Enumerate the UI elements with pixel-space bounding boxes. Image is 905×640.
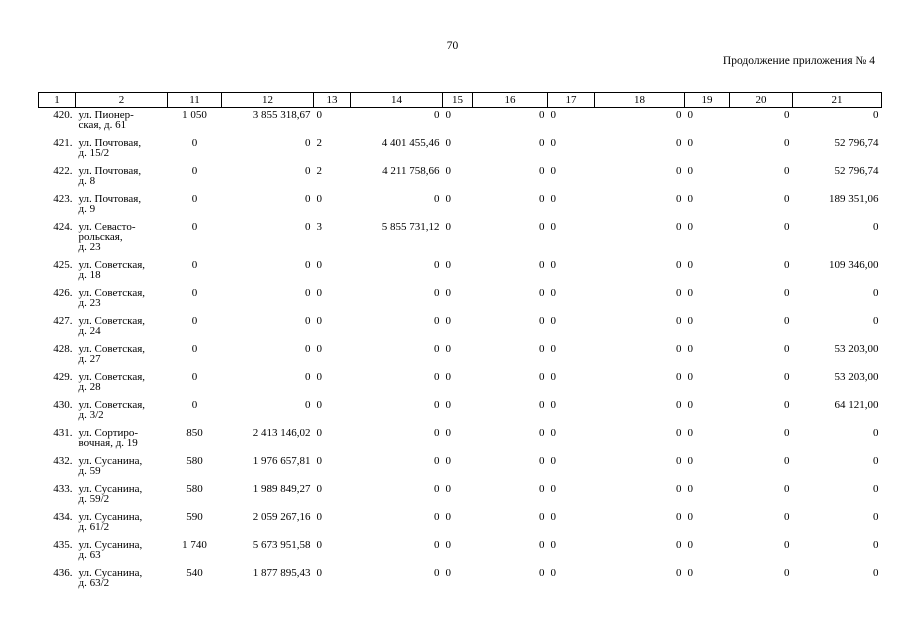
value-cell-19: 0 [687,109,693,121]
value-cell-20: 0 [784,482,790,495]
value-cell-18: 0 [676,314,682,327]
column-header: 15 [443,93,473,108]
value-cell-19: 0 [687,342,693,355]
value-cell-21: 0 [873,538,879,551]
value-cell-21: 53 203,00 [834,342,879,355]
value-cell-13: 0 [316,538,322,551]
value-cell-17: 0 [550,286,556,299]
value-cell-16: 0 [539,192,545,205]
value-cell-15: 0 [445,482,451,495]
value-cell-18: 0 [676,192,682,205]
table-row [39,192,882,220]
value-cell-20: 0 [784,454,790,467]
value-cell-13: 2 [316,136,322,149]
value-cell-19: 0 [687,538,693,551]
value-cell-17: 0 [550,454,556,467]
table-row [39,426,882,454]
row-number: 427. [53,314,73,327]
value-cell-13: 0 [316,426,322,439]
row-number: 435. [53,538,73,551]
value-cell-19: 0 [687,220,693,233]
table-row [39,258,882,286]
value-cell-11: 1 740 [182,538,207,551]
table-row [39,314,882,342]
value-cell-11: 0 [191,192,198,205]
value-cell-15: 0 [445,510,451,523]
column-header: 12 [222,93,314,108]
value-cell-21: 53 203,00 [834,370,879,383]
value-cell-11: 0 [191,342,198,355]
value-cell-11: 0 [191,398,198,411]
value-cell-14: 4 401 455,46 [381,136,440,149]
value-cell-18: 0 [676,164,682,177]
value-cell-13: 0 [316,286,322,299]
value-cell-17: 0 [550,136,556,149]
address-cell: ул. Советская, д. 3/2 [78,398,146,421]
column-header: 19 [685,93,730,108]
address-cell: ул. Почтовая, д. 8 [78,164,142,187]
value-cell-12: 0 [305,398,311,411]
value-cell-17: 0 [550,342,556,355]
column-header: 20 [730,93,793,108]
value-cell-21: 109 346,00 [829,258,879,271]
value-cell-11: 1 050 [182,109,207,121]
row-number: 432. [53,454,73,467]
address-cell: ул. Почтовая, д. 15/2 [78,136,142,159]
column-header: 16 [473,93,548,108]
value-cell-16: 0 [539,220,545,233]
value-cell-19: 0 [687,192,693,205]
value-cell-16: 0 [539,286,545,299]
value-cell-16: 0 [539,136,545,149]
column-header: 1 [39,93,76,108]
value-cell-20: 0 [784,538,790,551]
value-cell-15: 0 [445,370,451,383]
value-cell-14: 0 [434,426,440,439]
value-cell-19: 0 [687,314,693,327]
value-cell-15: 0 [445,164,451,177]
value-cell-12: 0 [305,136,311,149]
value-cell-20: 0 [784,258,790,271]
value-cell-17: 0 [550,482,556,495]
value-cell-17: 0 [550,109,556,121]
column-header: 2 [76,93,168,108]
appendix-continuation-label: Продолжение приложения № 4 [722,55,875,67]
value-cell-17: 0 [550,164,556,177]
value-cell-13: 0 [316,454,322,467]
value-cell-18: 0 [676,510,682,523]
value-cell-20: 0 [784,510,790,523]
address-cell: ул. Сусанина, д. 59 [78,454,143,477]
value-cell-12: 0 [305,220,311,233]
value-cell-14: 0 [434,398,440,411]
value-cell-15: 0 [445,426,451,439]
value-cell-15: 0 [445,286,451,299]
value-cell-16: 0 [539,164,545,177]
value-cell-21: 0 [873,482,879,495]
value-cell-12: 0 [305,370,311,383]
value-cell-16: 0 [539,482,545,495]
value-cell-14: 5 855 731,12 [381,220,440,233]
value-cell-12: 2 413 146,02 [252,426,311,439]
value-cell-18: 0 [676,342,682,355]
value-cell-21: 0 [873,314,879,327]
table-row [39,286,882,314]
value-cell-12: 1 989 849,27 [252,482,311,495]
value-cell-14: 0 [434,510,440,523]
row-number: 431. [53,426,73,439]
value-cell-16: 0 [539,370,545,383]
value-cell-18: 0 [676,426,682,439]
value-cell-16: 0 [539,314,545,327]
value-cell-14: 0 [434,314,440,327]
value-cell-18: 0 [676,136,682,149]
value-cell-11: 0 [191,286,198,299]
value-cell-12: 0 [305,164,311,177]
value-cell-11: 0 [191,370,198,383]
value-cell-16: 0 [539,258,545,271]
value-cell-20: 0 [784,192,790,205]
table-row [39,510,882,538]
value-cell-15: 0 [445,136,451,149]
value-cell-21: 189 351,06 [829,192,879,205]
value-cell-21: 0 [873,286,879,299]
value-cell-16: 0 [539,342,545,355]
value-cell-15: 0 [445,566,451,579]
value-cell-15: 0 [445,398,451,411]
value-cell-15: 0 [445,192,451,205]
appendix-table [38,92,882,594]
value-cell-11: 540 [186,566,203,579]
value-cell-19: 0 [687,398,693,411]
value-cell-11: 0 [191,220,198,233]
value-cell-13: 3 [316,220,322,233]
table-row [39,566,882,594]
value-cell-14: 0 [434,342,440,355]
value-cell-18: 0 [676,482,682,495]
value-cell-12: 0 [305,342,311,355]
value-cell-11: 0 [191,164,198,177]
table-row [39,454,882,482]
value-cell-21: 0 [873,426,879,439]
value-cell-19: 0 [687,136,693,149]
value-cell-11: 0 [191,258,198,271]
value-cell-12: 5 673 951,58 [252,538,311,551]
row-number: 429. [53,370,73,383]
value-cell-15: 0 [445,342,451,355]
value-cell-21: 0 [873,510,879,523]
table-row [39,398,882,426]
value-cell-21: 0 [873,109,879,121]
address-cell: ул. Советская, д. 27 [78,342,146,365]
value-cell-16: 0 [539,538,545,551]
value-cell-16: 0 [539,510,545,523]
value-cell-16: 0 [539,454,545,467]
value-cell-15: 0 [445,109,451,121]
page-number: 70 [446,40,459,52]
value-cell-11: 850 [186,426,203,439]
value-cell-14: 0 [434,538,440,551]
value-cell-14: 0 [434,566,440,579]
value-cell-18: 0 [676,566,682,579]
table-row [39,342,882,370]
value-cell-18: 0 [676,398,682,411]
value-cell-14: 0 [434,370,440,383]
value-cell-11: 580 [186,482,203,495]
address-cell: ул. Пионер- ская, д. 61 [78,109,134,131]
value-cell-19: 0 [687,286,693,299]
row-number: 420. [53,109,73,121]
value-cell-19: 0 [687,258,693,271]
value-cell-13: 0 [316,109,322,121]
value-cell-16: 0 [539,109,545,121]
value-cell-20: 0 [784,370,790,383]
table-row [39,370,882,398]
value-cell-16: 0 [539,426,545,439]
address-cell: ул. Сусанина, д. 59/2 [78,482,143,505]
value-cell-12: 0 [305,286,311,299]
value-cell-17: 0 [550,426,556,439]
value-cell-20: 0 [784,220,790,233]
value-cell-13: 0 [316,314,322,327]
value-cell-13: 0 [316,342,322,355]
value-cell-17: 0 [550,566,556,579]
table-row [39,164,882,192]
value-cell-19: 0 [687,164,693,177]
table-row [39,538,882,566]
value-cell-17: 0 [550,192,556,205]
value-cell-16: 0 [539,566,545,579]
value-cell-20: 0 [784,314,790,327]
value-cell-18: 0 [676,454,682,467]
value-cell-20: 0 [784,109,790,121]
value-cell-14: 0 [434,258,440,271]
value-cell-13: 0 [316,192,322,205]
column-header: 21 [793,93,882,108]
value-cell-11: 590 [186,510,203,523]
value-cell-20: 0 [784,136,790,149]
value-cell-20: 0 [784,426,790,439]
value-cell-21: 52 796,74 [834,164,879,177]
value-cell-18: 0 [676,109,682,121]
column-header: 18 [595,93,685,108]
table-row [39,108,882,136]
value-cell-17: 0 [550,220,556,233]
value-cell-12: 2 059 267,16 [252,510,311,523]
table-body [39,108,882,594]
value-cell-17: 0 [550,258,556,271]
value-cell-19: 0 [687,454,693,467]
value-cell-18: 0 [676,538,682,551]
value-cell-15: 0 [445,538,451,551]
value-cell-20: 0 [784,398,790,411]
value-cell-11: 580 [186,454,203,467]
value-cell-13: 0 [316,370,322,383]
value-cell-11: 0 [191,136,198,149]
row-number: 433. [53,482,73,495]
value-cell-17: 0 [550,510,556,523]
value-cell-14: 0 [434,109,440,121]
value-cell-14: 0 [434,454,440,467]
row-number: 421. [53,136,73,149]
value-cell-15: 0 [445,314,451,327]
address-cell: ул. Почтовая, д. 9 [78,192,142,215]
value-cell-15: 0 [445,220,451,233]
address-cell: ул. Сусанина, д. 63/2 [78,566,143,589]
value-cell-20: 0 [784,342,790,355]
value-cell-20: 0 [784,164,790,177]
value-cell-13: 0 [316,510,322,523]
row-number: 425. [53,258,73,271]
address-cell: ул. Советская, д. 28 [78,370,146,393]
row-number: 424. [53,220,73,233]
row-number: 422. [53,164,73,177]
value-cell-20: 0 [784,566,790,579]
value-cell-20: 0 [784,286,790,299]
value-cell-11: 0 [191,314,198,327]
table-row [39,482,882,510]
column-number-header-row [39,93,882,108]
value-cell-17: 0 [550,314,556,327]
value-cell-13: 0 [316,566,322,579]
value-cell-12: 1 877 895,43 [252,566,311,579]
row-number: 423. [53,192,73,205]
column-header: 11 [168,93,222,108]
value-cell-21: 0 [873,454,879,467]
value-cell-21: 52 796,74 [834,136,879,149]
address-cell: ул. Севасто- pольская, д. 23 [78,220,136,253]
value-cell-13: 0 [316,482,322,495]
row-number: 430. [53,398,73,411]
value-cell-19: 0 [687,510,693,523]
value-cell-21: 0 [873,566,879,579]
value-cell-17: 0 [550,370,556,383]
column-header: 17 [548,93,595,108]
address-cell: ул. Сусанина, д. 63 [78,538,143,561]
value-cell-12: 3 855 318,67 [252,109,311,121]
value-cell-19: 0 [687,426,693,439]
value-cell-12: 1 976 657,81 [252,454,311,467]
value-cell-21: 0 [873,220,879,233]
value-cell-12: 0 [305,192,311,205]
value-cell-18: 0 [676,370,682,383]
value-cell-19: 0 [687,370,693,383]
row-number: 428. [53,342,73,355]
value-cell-15: 0 [445,454,451,467]
table-row [39,220,882,258]
value-cell-13: 2 [316,164,322,177]
row-number: 426. [53,286,73,299]
table-row [39,136,882,164]
value-cell-12: 0 [305,314,311,327]
value-cell-21: 64 121,00 [834,398,879,411]
row-number: 436. [53,566,73,579]
address-cell: ул. Советская, д. 18 [78,258,146,281]
address-cell: ул. Сортиро- вочная, д. 19 [78,426,139,449]
value-cell-14: 4 211 758,66 [382,164,440,177]
value-cell-13: 0 [316,258,322,271]
address-cell: ул. Советская, д. 24 [78,314,146,337]
address-cell: ул. Советская, д. 23 [78,286,146,309]
value-cell-19: 0 [687,482,693,495]
value-cell-18: 0 [676,258,682,271]
value-cell-14: 0 [434,192,440,205]
value-cell-17: 0 [550,398,556,411]
value-cell-16: 0 [539,398,545,411]
value-cell-12: 0 [305,258,311,271]
value-cell-18: 0 [676,220,682,233]
value-cell-14: 0 [434,286,440,299]
value-cell-18: 0 [676,286,682,299]
column-header: 14 [351,93,443,108]
value-cell-19: 0 [687,566,693,579]
value-cell-15: 0 [445,258,451,271]
column-header: 13 [314,93,351,108]
value-cell-13: 0 [316,398,322,411]
row-number: 434. [53,510,73,523]
value-cell-14: 0 [434,482,440,495]
address-cell: ул. Сусанина, д. 61/2 [78,510,143,533]
value-cell-17: 0 [550,538,556,551]
